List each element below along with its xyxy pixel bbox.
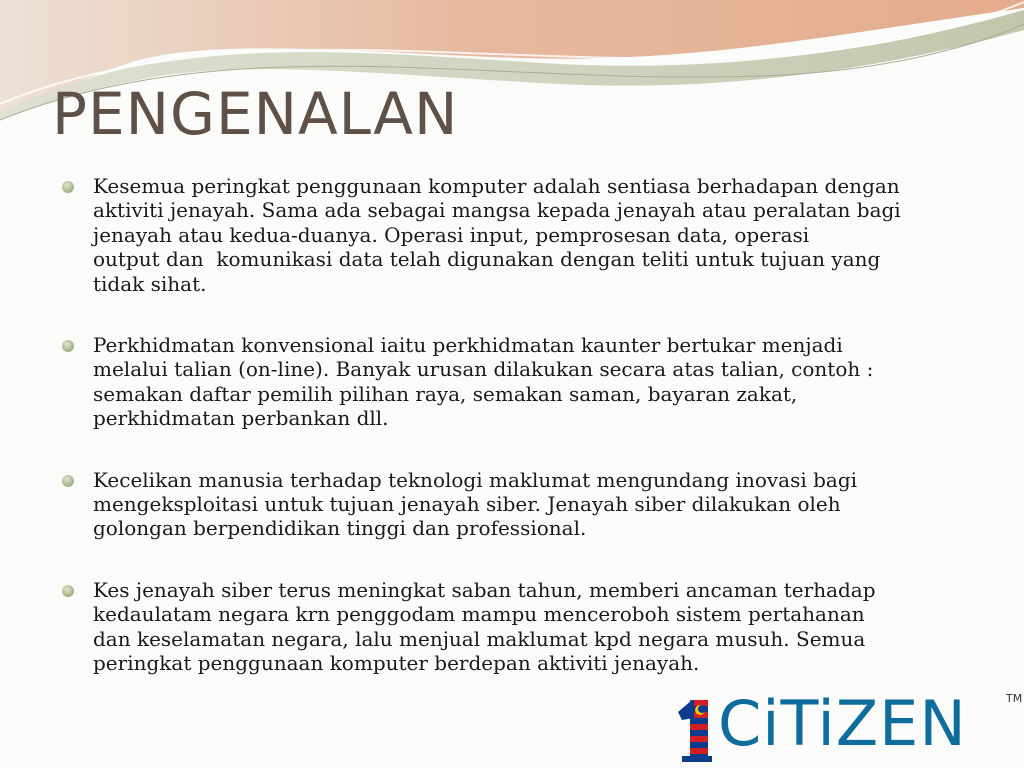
- bullet-dot-icon: [62, 181, 74, 193]
- citizen-logo: [676, 688, 1024, 768]
- trademark-label: TM: [1006, 692, 1023, 705]
- logo-text: CiTiZEN: [718, 687, 967, 760]
- bullet-item: [62, 578, 972, 676]
- bullet-text: Kesemua peringkat penggunaan komputer adalah sentiasa berhadapan dengan aktiviti jenayah. Sama ada sebagai mangsa kepada jenayah atau peralatan bagi jenayah atau kedua-duanya. Operasi input, pemprosesan data, operasi output dan komunikasi data telah digunakan dengan teliti untuk tujuan yang tidak sihat.: [93, 174, 901, 296]
- bullet-dot-icon: [62, 475, 74, 487]
- bullet-dot-icon: [62, 585, 74, 597]
- bullet-text: Kes jenayah siber terus meningkat saban tahun, memberi ancaman terhadap kedaulatam negara krn penggodam mampu menceroboh sistem pertahanan dan keselamatan negara, lalu menjual maklumat kpd negara musuh. Semua peringkat penggunaan komputer berdepan aktiviti jenayah.: [93, 577, 876, 676]
- bullet-text: Perkhidmatan konvensional iaitu perkhidmatan kaunter bertukar menjadi melalui talian (on-line). Banyak urusan dilakukan secara atas talian, contoh : semakan daftar pemilih pilihan raya, semakan saman, bayaran zakat, perkhidmatan perbankan dll.: [93, 333, 874, 431]
- bullet-text: Kecelikan manusia terhadap teknologi maklumat mengundang inovasi bagi mengeksploitasi untuk tujuan jenayah siber. Jenayah siber dilakukan oleh golongan berpendidikan tinggi dan professional.: [93, 467, 858, 541]
- bullet-item: [62, 333, 972, 431]
- bullet-item: [62, 174, 972, 296]
- slide-title: PENGENALAN: [52, 80, 459, 148]
- flag-one-icon: [676, 694, 712, 762]
- bullet-item: [62, 468, 972, 541]
- bullet-list: [62, 174, 972, 713]
- bullet-dot-icon: [62, 340, 74, 352]
